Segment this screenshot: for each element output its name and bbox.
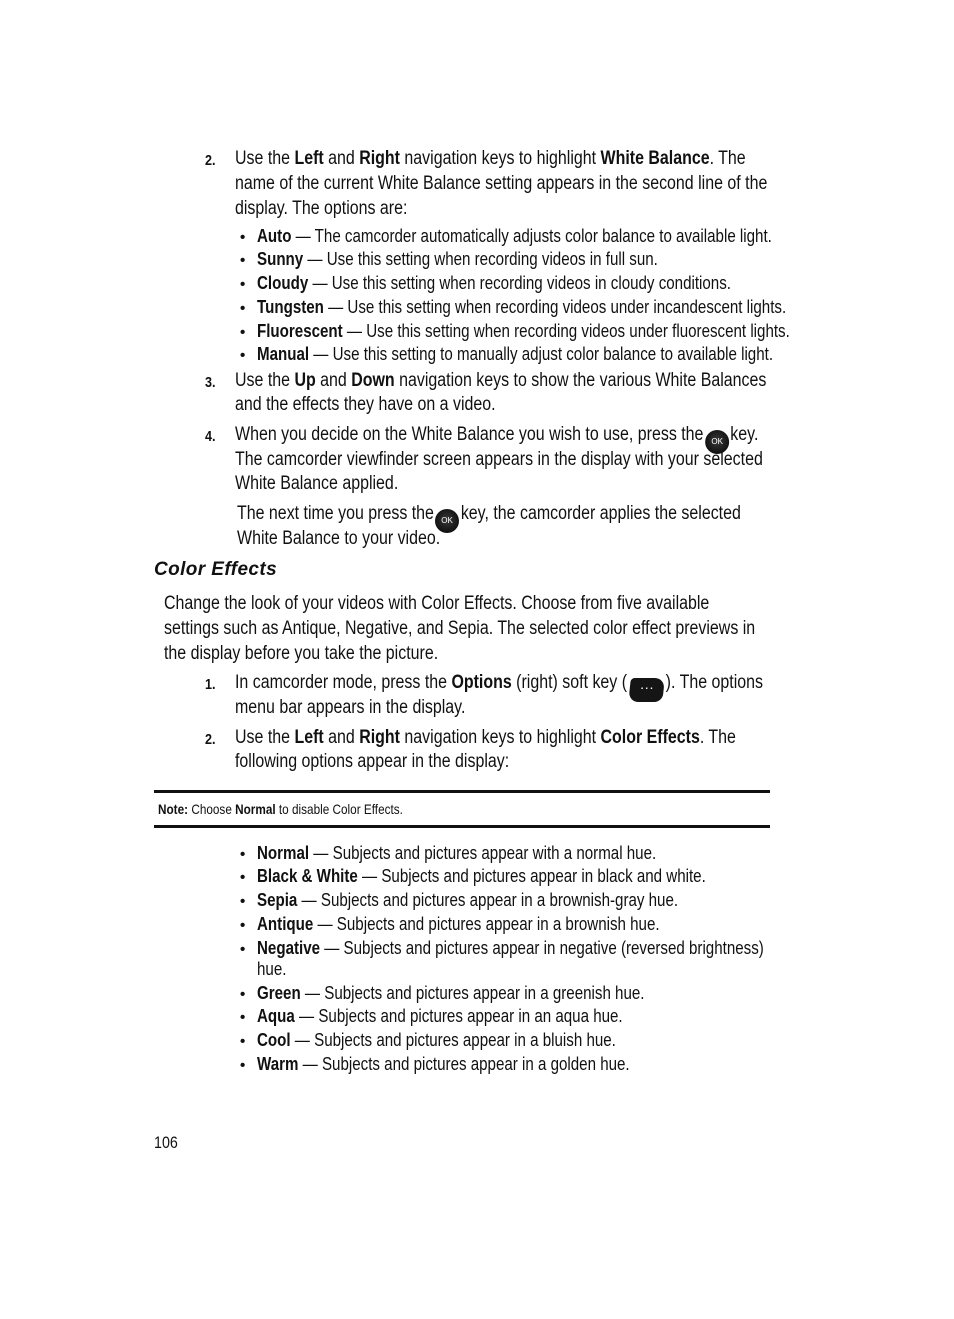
step-text-line: name of the current White Balance setting appears in the second line of the	[235, 173, 768, 194]
bullet-icon: •	[240, 869, 246, 886]
ok-key-icon: OK	[705, 430, 729, 454]
bullet-icon: •	[240, 300, 246, 317]
bullet-icon: •	[240, 893, 246, 910]
note-top-rule	[154, 790, 770, 793]
step-text-line: display. The options are:	[235, 198, 408, 219]
note-bottom-rule	[154, 825, 770, 828]
step-number: 2.	[205, 152, 216, 169]
step-text-line: Use the Left and Right navigation keys to highlight White Balance. The	[235, 148, 746, 169]
step-text-line: following options appear in the display:	[235, 751, 510, 772]
bullet-icon: •	[240, 1033, 246, 1050]
step-text-line: Use the Up and Down navigation keys to show the various White Balances	[235, 370, 767, 391]
step-text-line: White Balance applied.	[235, 473, 399, 494]
followup-text-line: White Balance to your video.	[237, 528, 441, 549]
ok-key-icon: OK	[435, 509, 459, 533]
intro-line: settings such as Antique, Negative, and Sepia. The selected color effect previews in	[164, 618, 756, 639]
soft-key-icon: ···	[628, 678, 665, 702]
intro-line: Change the look of your videos with Color Effects. Choose from five available	[164, 593, 710, 614]
bullet-icon: •	[240, 252, 246, 269]
bullet-icon: •	[240, 986, 246, 1003]
intro-line: the display before you take the picture.	[164, 643, 439, 664]
bullet-icon: •	[240, 917, 246, 934]
step-text-line: and the effects they have on a video.	[235, 394, 496, 415]
bullet-icon: •	[240, 1057, 246, 1074]
page-number: 106	[154, 1133, 178, 1152]
bullet-icon: •	[240, 846, 246, 863]
followup-text-line: The next time you press the OK key, the camcorder applies the selected	[237, 501, 741, 533]
section-heading: Color Effects	[154, 559, 278, 580]
step-text-line: The camcorder viewfinder screen appears in the display with your selected	[235, 449, 763, 470]
bullet-icon: •	[240, 229, 246, 246]
bullet-icon: •	[240, 276, 246, 293]
step-number: 3.	[205, 374, 216, 391]
step-text-line: In camcorder mode, press the Options (right) soft key ( ··· ). The options	[235, 670, 763, 702]
step-text-line: Use the Left and Right navigation keys to highlight Color Effects. The	[235, 727, 736, 748]
step-number: 2.	[205, 731, 216, 748]
step-text-line: menu bar appears in the display.	[235, 697, 466, 718]
note: Note: Choose Normal to disable Color Effects.	[158, 801, 403, 817]
bullet-icon: •	[240, 941, 246, 958]
bullet-icon: •	[240, 1009, 246, 1026]
step-text-line: When you decide on the White Balance you wish to use, press the OK key.	[235, 422, 758, 454]
bullet-icon: •	[240, 347, 246, 364]
step-number: 1.	[205, 676, 216, 693]
step-number: 4.	[205, 428, 216, 445]
bullet-icon: •	[240, 324, 246, 341]
